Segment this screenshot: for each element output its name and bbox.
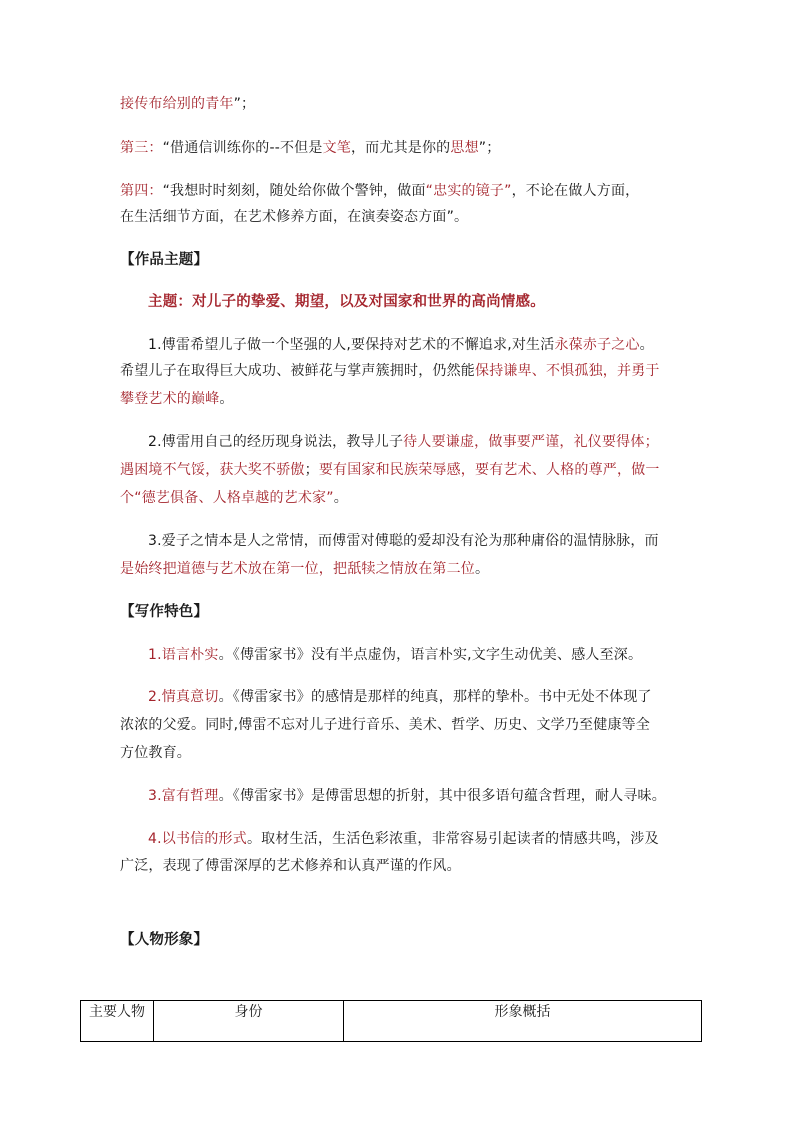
text: ，不论在做人方面， [511, 183, 640, 199]
feature-4-line2: 广泛，表现了傅雷深厚的艺术修养和认真严谨的作风。 [120, 858, 461, 874]
highlight-text: 保持谦卑、不惧孤独，并勇于 [475, 363, 660, 379]
text: “借通信训练你的--不但是 [162, 140, 323, 156]
text: ”； [233, 96, 256, 112]
text: 1.傅雷希望儿子做一个坚强的人,要保持对艺术的不懈追求,对生活 [148, 337, 555, 353]
highlight-text: 攀登艺术的巅峰 [120, 391, 220, 407]
text: ； [304, 462, 319, 478]
text: ，而尤其是你的 [350, 140, 451, 156]
highlight-text: 4.以书信的形式 [148, 831, 247, 847]
highlight-text: 个“德艺俱备、人格卓越的艺术家” [120, 490, 334, 506]
theme-p2-line2 [120, 460, 660, 480]
highlight-text: 1.语言朴实 [148, 647, 219, 663]
table-header-row [81, 1001, 702, 1042]
text: ”； [478, 140, 501, 156]
text: 2.傅雷用自己的经历现身说法，教导儿子 [148, 434, 404, 450]
section-heading-characters: 【人物形象】 [120, 932, 209, 948]
highlight-text: 2.情真意切 [148, 689, 219, 705]
point-label: 第四： [120, 183, 163, 199]
theme-p3-line1: 3.爱子之情本是人之常情，而傅雷对傅聪的爱却没有沦为那种庸俗的温情脉脉，而 [148, 533, 659, 549]
text: 。取材生活，生活色彩浓重，非常容易引起读者的情感共鸣，涉及 [246, 831, 659, 847]
feature-4-line1 [148, 829, 659, 849]
text: 。《傅雷家书》的感情是那样的纯真，那样的挚朴。书中无处不体现了 [218, 689, 652, 705]
theme-p1-line1 [148, 335, 654, 355]
point-label: 第三： [120, 140, 163, 156]
highlight-text: 思想 [450, 140, 479, 156]
section-heading-theme: 【作品主题】 [120, 252, 209, 268]
theme-p1-line2 [120, 361, 660, 381]
feature-1 [148, 645, 642, 665]
text: “我想时时刻刻，随处给你做个警钟，做面 [162, 183, 426, 199]
character-table [80, 1000, 702, 1042]
feature-2-line1 [148, 687, 652, 707]
theme-p3-line2 [120, 559, 489, 579]
text: 。《傅雷家书》没有半点虚伪，语言朴实,文字生动优美、感人至深。 [218, 647, 643, 663]
theme-p2-line3 [120, 488, 348, 508]
text: 希望儿子在取得巨大成功、被鲜花与掌声簇拥时，仍然能 [120, 363, 475, 379]
table-header-cell: 身份 [154, 1001, 344, 1042]
theme-p1-line3 [120, 389, 234, 409]
text: 。《傅雷家书》是傅雷思想的折射，其中很多语句蕴含哲理，耐人寻味。 [218, 788, 666, 804]
table-header-cell: 形象概括 [344, 1001, 702, 1042]
highlight-text: 待人要谦虚，做事要严谨，礼仪要得体； [403, 434, 659, 450]
table-header-cell: 主要人物 [81, 1001, 154, 1042]
feature-3 [148, 786, 666, 806]
highlight-text: 永葆赤子之心 [554, 337, 640, 353]
letter-point-two-tail [120, 94, 255, 114]
theme-p2-line1 [148, 432, 659, 452]
feature-2-line2: 浓浓的父爱。同时,傅雷不忘对儿子进行音乐、美术、哲学、历史、文学乃至健康等全 [120, 717, 651, 733]
letter-point-four-line1 [120, 181, 639, 201]
highlight-text: 要有国家和民族荣辱感，要有艺术、人格的尊严，做一 [318, 462, 660, 478]
highlight-text: 是始终把道德与艺术放在第一位，把舐犊之情放在第二位 [120, 561, 475, 577]
text: 。 [333, 490, 348, 506]
text: 。 [219, 391, 234, 407]
text: 。 [475, 561, 490, 577]
theme-statement: 主题：对儿子的挚爱、期望，以及对国家和世界的高尚情感。 [148, 294, 545, 310]
text: 。 [639, 337, 654, 353]
highlight-text: 遇困境不气馁，获大奖不骄傲 [120, 462, 305, 478]
highlight-text: 3.富有哲理 [148, 788, 219, 804]
feature-2-line3: 方位教育。 [120, 745, 191, 761]
letter-point-four-line2: 在生活细节方面，在艺术修养方面，在演奏姿态方面”。 [120, 209, 469, 225]
letter-point-three [120, 138, 500, 158]
highlight-text: 文笔 [322, 140, 351, 156]
section-heading-writing: 【写作特色】 [120, 604, 209, 620]
highlight-text: 接传布给别的青年 [120, 96, 234, 112]
highlight-text: “忠实的镜子” [425, 183, 512, 199]
